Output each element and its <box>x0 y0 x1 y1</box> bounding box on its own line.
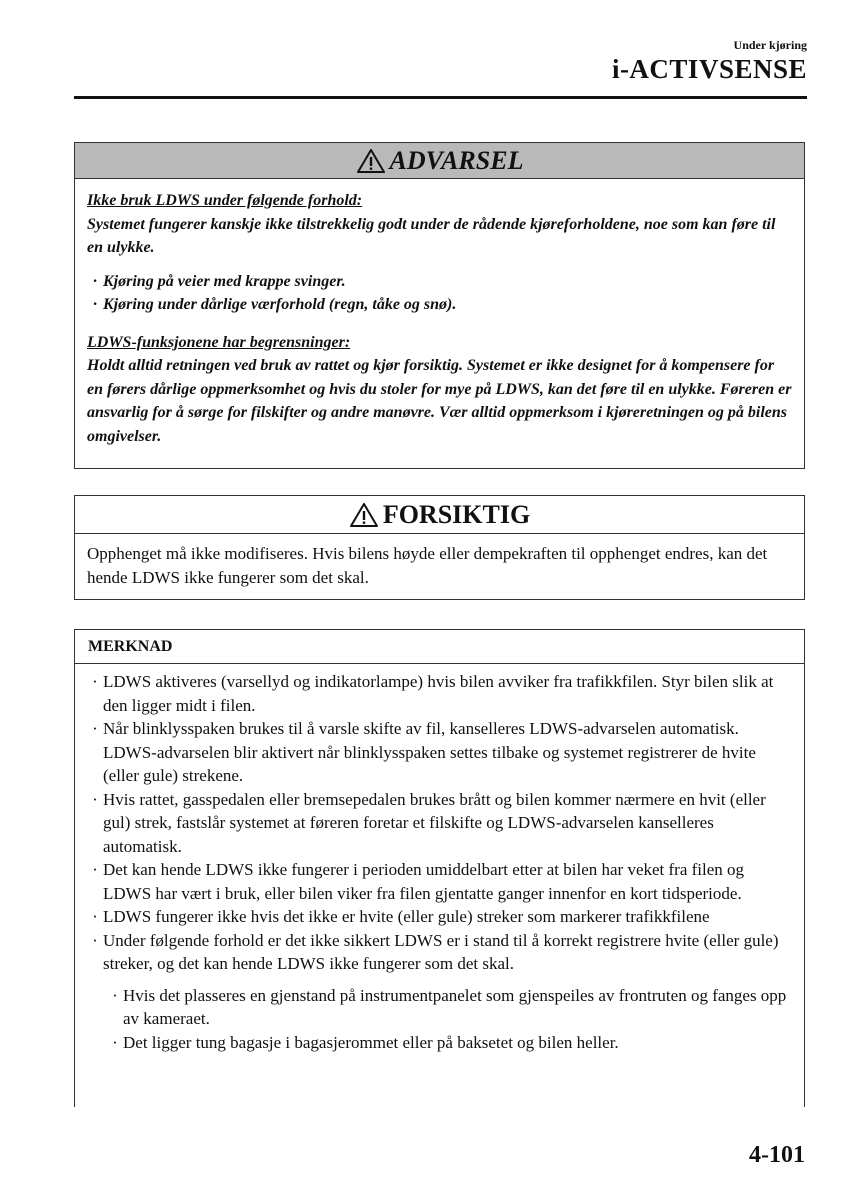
warning-title: ADVARSEL <box>389 145 524 175</box>
note-box <box>74 629 805 1107</box>
caution-title: FORSIKTIG <box>382 499 531 529</box>
note-sublist <box>87 984 792 1055</box>
note-body <box>75 664 804 1054</box>
warning-header <box>75 143 804 179</box>
caution-text: Opphenget må ikke modifiseres. Hvis bilens høyde eller dempekraften til opphenget endres, kan det hende LDWS ikke fungerer som det skal. <box>87 544 768 587</box>
bullet: · <box>92 719 98 738</box>
note-header <box>75 630 804 664</box>
list-item: · Hvis rattet, gasspedalen eller bremsepedalen brukes brått og bilen kommer nærmere en hvit (eller gul) strek, fastslår systemet at føreren foretar et filskifte og LDWS-advarselen kanselleres automatisk. <box>87 788 792 859</box>
list-item: · Under følgende forhold er det ikke sikkert LDWS er i stand til å korrekt registrere hvite (eller gule) streker, og det kan hende LDWS ikke fungerer som det skal. <box>87 929 792 976</box>
warning-text-2: Holdt alltid retningen ved bruk av rattet og kjør forsiktig. Systemet er ikke designet for å kompensere for en førers dårlige oppmerksomhet og hvis du stoler for mye på LDWS, kan det føre til en ulykke. Føreren er ansvarlig for å sørge for filskifter og andre manøvre. Vær alltid oppmerksom i kjøreretningen og på bilens omgivelser. <box>87 357 792 445</box>
warning-body <box>75 179 804 448</box>
list-item: · Hvis det plasseres en gjenstand på instrumentpanelet som gjenspeiles av frontruten og fanges opp av kameraet. <box>107 984 792 1031</box>
bullet: · <box>92 789 98 809</box>
bullet: · <box>92 930 98 950</box>
list-item: · Kjøring under dårlige værforhold (regn, tåke og snø). <box>87 293 792 317</box>
warning-subhead-1: Ikke bruk LDWS under følgende forhold: <box>87 192 363 209</box>
warning-triangle-icon <box>356 148 386 174</box>
caution-header <box>75 496 804 534</box>
warning-triangle-icon <box>349 502 379 528</box>
list-item: · Kjøring på veier med krappe svinger. <box>87 270 792 294</box>
bullet: · <box>112 1032 118 1052</box>
note-list <box>87 670 792 976</box>
list-item: · Det ligger tung bagasje i bagasjerommet eller på baksetet og bilen heller. <box>107 1031 792 1055</box>
bullet: · <box>92 860 98 879</box>
note-title: MERKNAD <box>88 637 173 655</box>
list-item: · Det kan hende LDWS ikke fungerer i perioden umiddelbart etter at bilen har veket fra filen og LDWS har vært i bruk, eller bilen viker fra filen gjentatte ganger innenfor en kort tidsperiode. <box>87 858 792 905</box>
warning-box <box>74 142 805 469</box>
bullet: · <box>93 272 97 290</box>
bullet: · <box>92 907 98 926</box>
list-item: · LDWS fungerer ikke hvis det ikke er hvite (eller gule) streker som markerer trafikkfilene <box>87 905 792 929</box>
section-label: Under kjøring <box>733 38 807 52</box>
bullet: · <box>92 672 98 691</box>
bullet: · <box>112 985 118 1005</box>
warning-bullet-list <box>87 270 792 317</box>
page-number: 4-101 <box>749 1142 805 1168</box>
list-item: · LDWS aktiveres (varsellyd og indikatorlampe) hvis bilen avviker fra trafikkfilen. Styr bilen slik at den ligger midt i filen. <box>87 670 792 717</box>
list-item: · Når blinklysspaken brukes til å varsle skifte av fil, kanselleres LDWS-advarselen automatisk. LDWS-advarselen blir aktivert når blinklysspaken settes tilbake og systemet registrerer de hvite (eller gule) strekene. <box>87 717 792 788</box>
caution-box <box>74 495 805 600</box>
header-rule <box>74 96 807 99</box>
warning-text-1: Systemet fungerer kanskje ikke tilstrekkelig godt under de rådende kjøreforholdene, noe som kan føre til en ulykke. <box>87 215 776 256</box>
page-title: i-ACTIVSENSE <box>611 54 807 84</box>
bullet: · <box>93 296 97 313</box>
warning-subhead-2: LDWS-funksjonene har begrensninger: <box>87 333 351 351</box>
